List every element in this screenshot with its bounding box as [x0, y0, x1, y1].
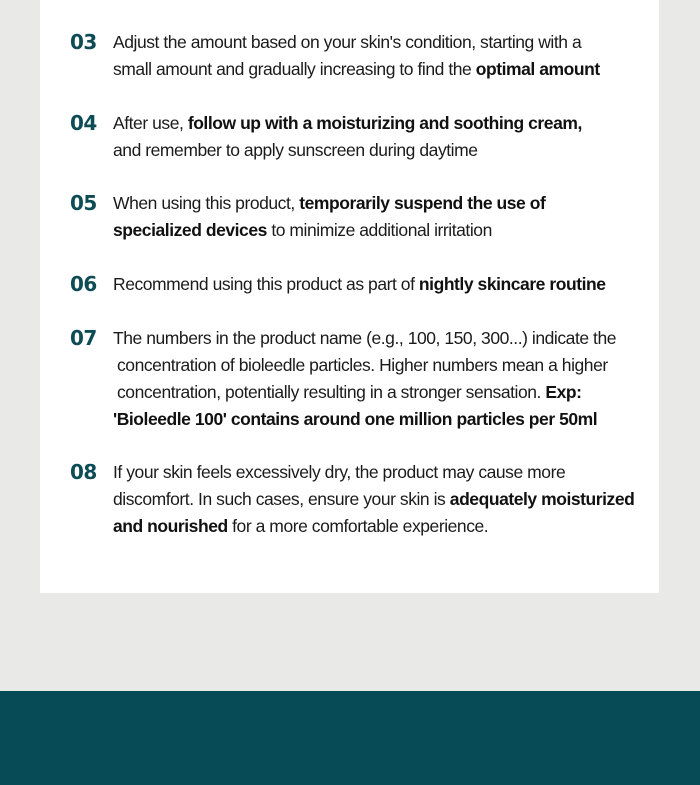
step-text: If your skin feels excessively dry, the product may cause more discomfort. In such cases, ensure your skin is adequately moisturized and nourished for a more comfortable experience.	[113, 462, 635, 536]
instructions-card	[40, 0, 659, 593]
step-text: Recommend using this product as part of nightly skincare routine	[113, 274, 606, 294]
step-number: 08	[70, 460, 97, 484]
step-text: Adjust the amount based on your skin's condition, starting with a small amount and gradually increasing to find the optimal amount	[113, 32, 600, 79]
step-text: After use, follow up with a moisturizing and soothing cream, and remember to apply sunscreen during daytime	[113, 113, 582, 160]
footer-band	[0, 691, 700, 785]
step-number: 07	[70, 326, 97, 350]
step-number: 04	[70, 111, 97, 135]
step-number: 05	[70, 191, 97, 215]
step-text: The numbers in the product name (e.g., 100, 150, 300...) indicate the concentration of bioleedle particles. Higher numbers mean a higher concentration, potentially resulting in a stronger sensation. Exp: 'Bioleedle 100' contains around one million particles per 50ml	[113, 328, 617, 429]
step-number: 03	[70, 30, 97, 54]
step-text: When using this product, temporarily suspend the use of specialized devices to minimize additional irritation	[113, 193, 546, 240]
step-number: 06	[70, 272, 97, 296]
